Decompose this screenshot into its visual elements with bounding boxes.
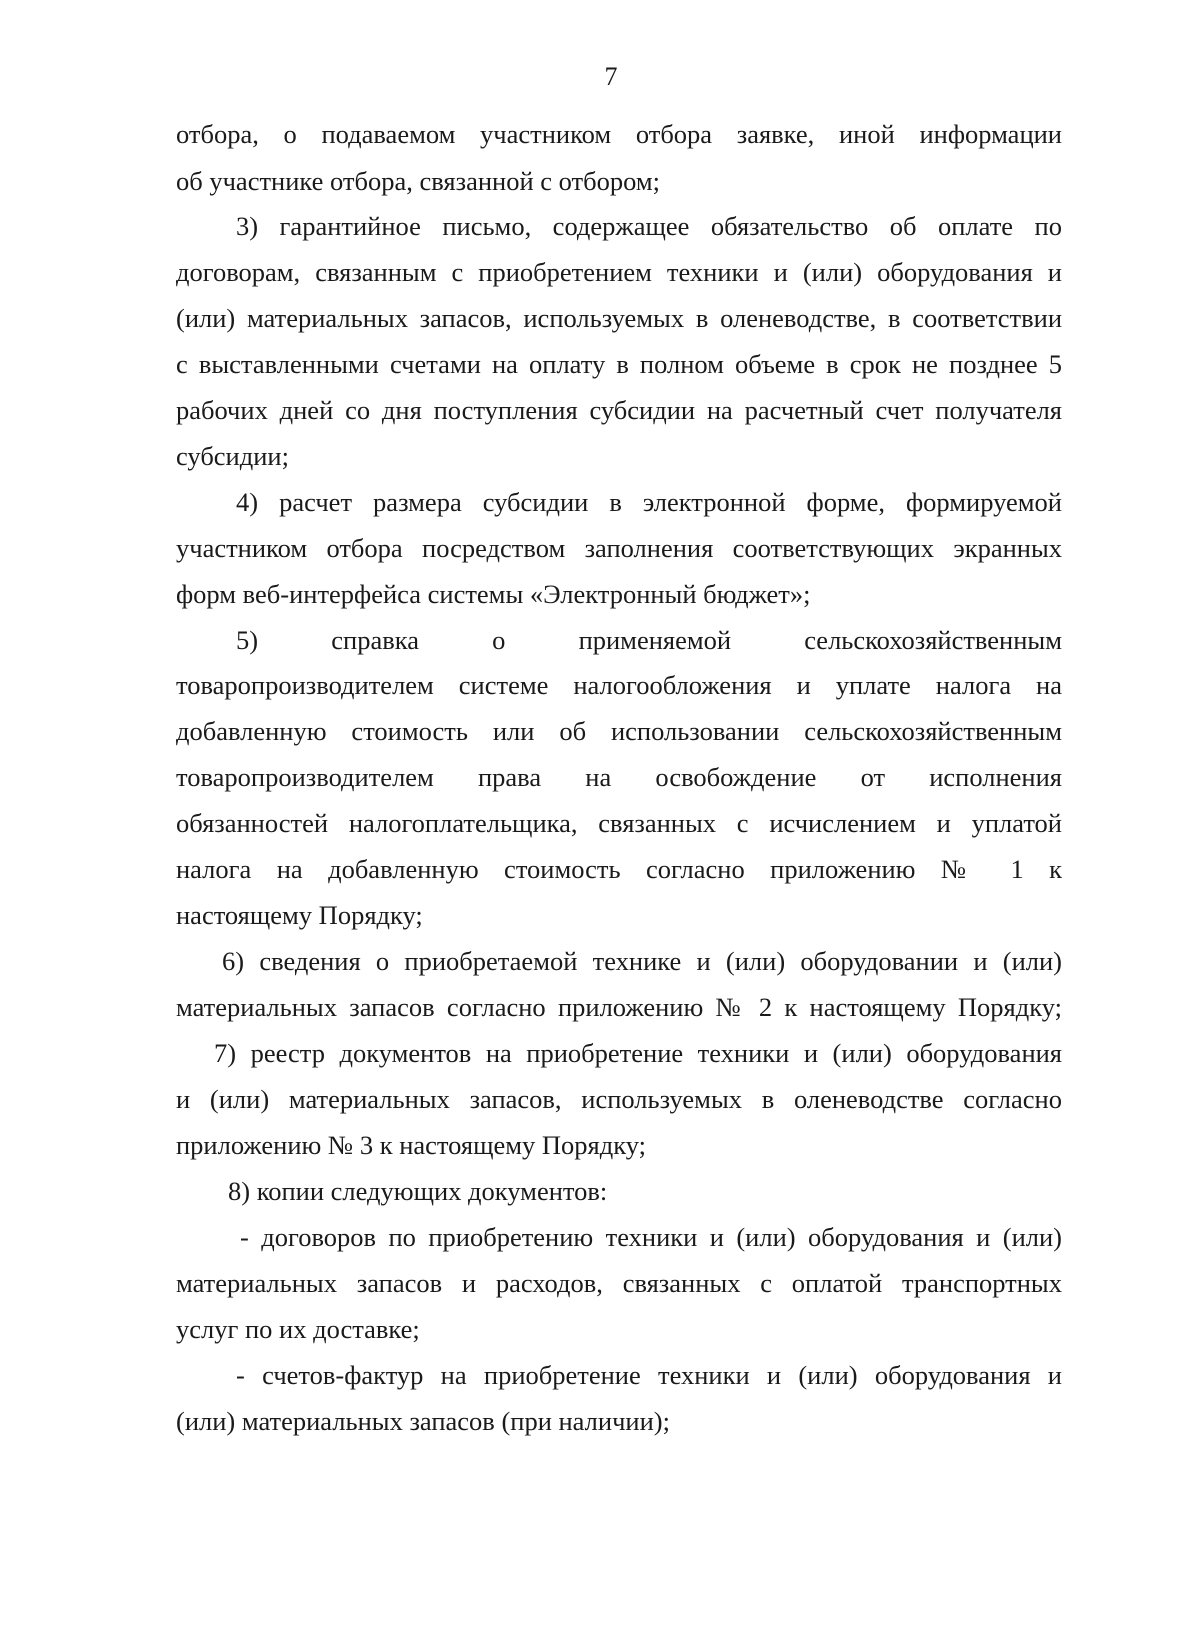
text-line: об участнике отбора, связанной с отбором; — [176, 166, 660, 196]
text-line: услуг по их доставке; — [176, 1314, 420, 1344]
text-line: товаропроизводителем системе налогообложения и уплате налога на — [176, 670, 1062, 700]
text-line: 5) справка о применяемой сельскохозяйственным — [236, 625, 1062, 655]
text-line: (или) материальных запасов, используемых в оленеводстве, в соответствии — [176, 303, 1062, 333]
text-line: настоящему Порядку; — [176, 900, 423, 930]
text-line: материальных запасов согласно приложению № 2 к настоящему Порядку; — [176, 992, 1062, 1022]
text-line: обязанностей налогоплательщика, связанных с исчислением и уплатой — [176, 808, 1062, 838]
text-line: 6) сведения о приобретаемой технике и (или) оборудовании и (или) — [222, 946, 1062, 976]
text-line: налога на добавленную стоимость согласно приложению № 1 к — [176, 854, 1062, 884]
text-line: 7) реестр документов на приобретение техники и (или) оборудования — [214, 1038, 1062, 1068]
text-line: с выставленными счетами на оплату в полном объеме в срок не позднее 5 — [176, 349, 1062, 379]
text-line: рабочих дней со дня поступления субсидии на расчетный счет получателя — [176, 395, 1062, 425]
text-line: 4) расчет размера субсидии в электронной форме, формируемой — [236, 487, 1062, 517]
text-line: (или) материальных запасов (при наличии); — [176, 1406, 670, 1436]
text-line: 8) копии следующих документов: — [228, 1176, 608, 1206]
page-number: 7 — [604, 62, 618, 91]
text-line: - счетов-фактур на приобретение техники и (или) оборудования и — [236, 1360, 1062, 1390]
text-line: - договоров по приобретению техники и (или) оборудования и (или) — [240, 1222, 1062, 1252]
text-line: субсидии; — [176, 441, 289, 471]
text-line: и (или) материальных запасов, используемых в оленеводстве согласно — [176, 1084, 1062, 1114]
text-line: товаропроизводителем права на освобождение от исполнения — [176, 762, 1062, 792]
text-line: приложению № 3 к настоящему Порядку; — [176, 1130, 646, 1160]
text-line: форм веб-интерфейса системы «Электронный бюджет»; — [176, 579, 811, 609]
text-line: 3) гарантийное письмо, содержащее обязательство об оплате по — [236, 211, 1062, 241]
text-line: договорам, связанным с приобретением техники и (или) оборудования и — [176, 257, 1062, 287]
text-line: отбора, о подаваемом участником отбора заявке, иной информации — [176, 119, 1062, 149]
text-line: участником отбора посредством заполнения соответствующих экранных — [176, 533, 1062, 563]
text-line: материальных запасов и расходов, связанных с оплатой транспортных — [176, 1268, 1062, 1298]
text-line: добавленную стоимость или об использовании сельскохозяйственным — [176, 716, 1062, 746]
